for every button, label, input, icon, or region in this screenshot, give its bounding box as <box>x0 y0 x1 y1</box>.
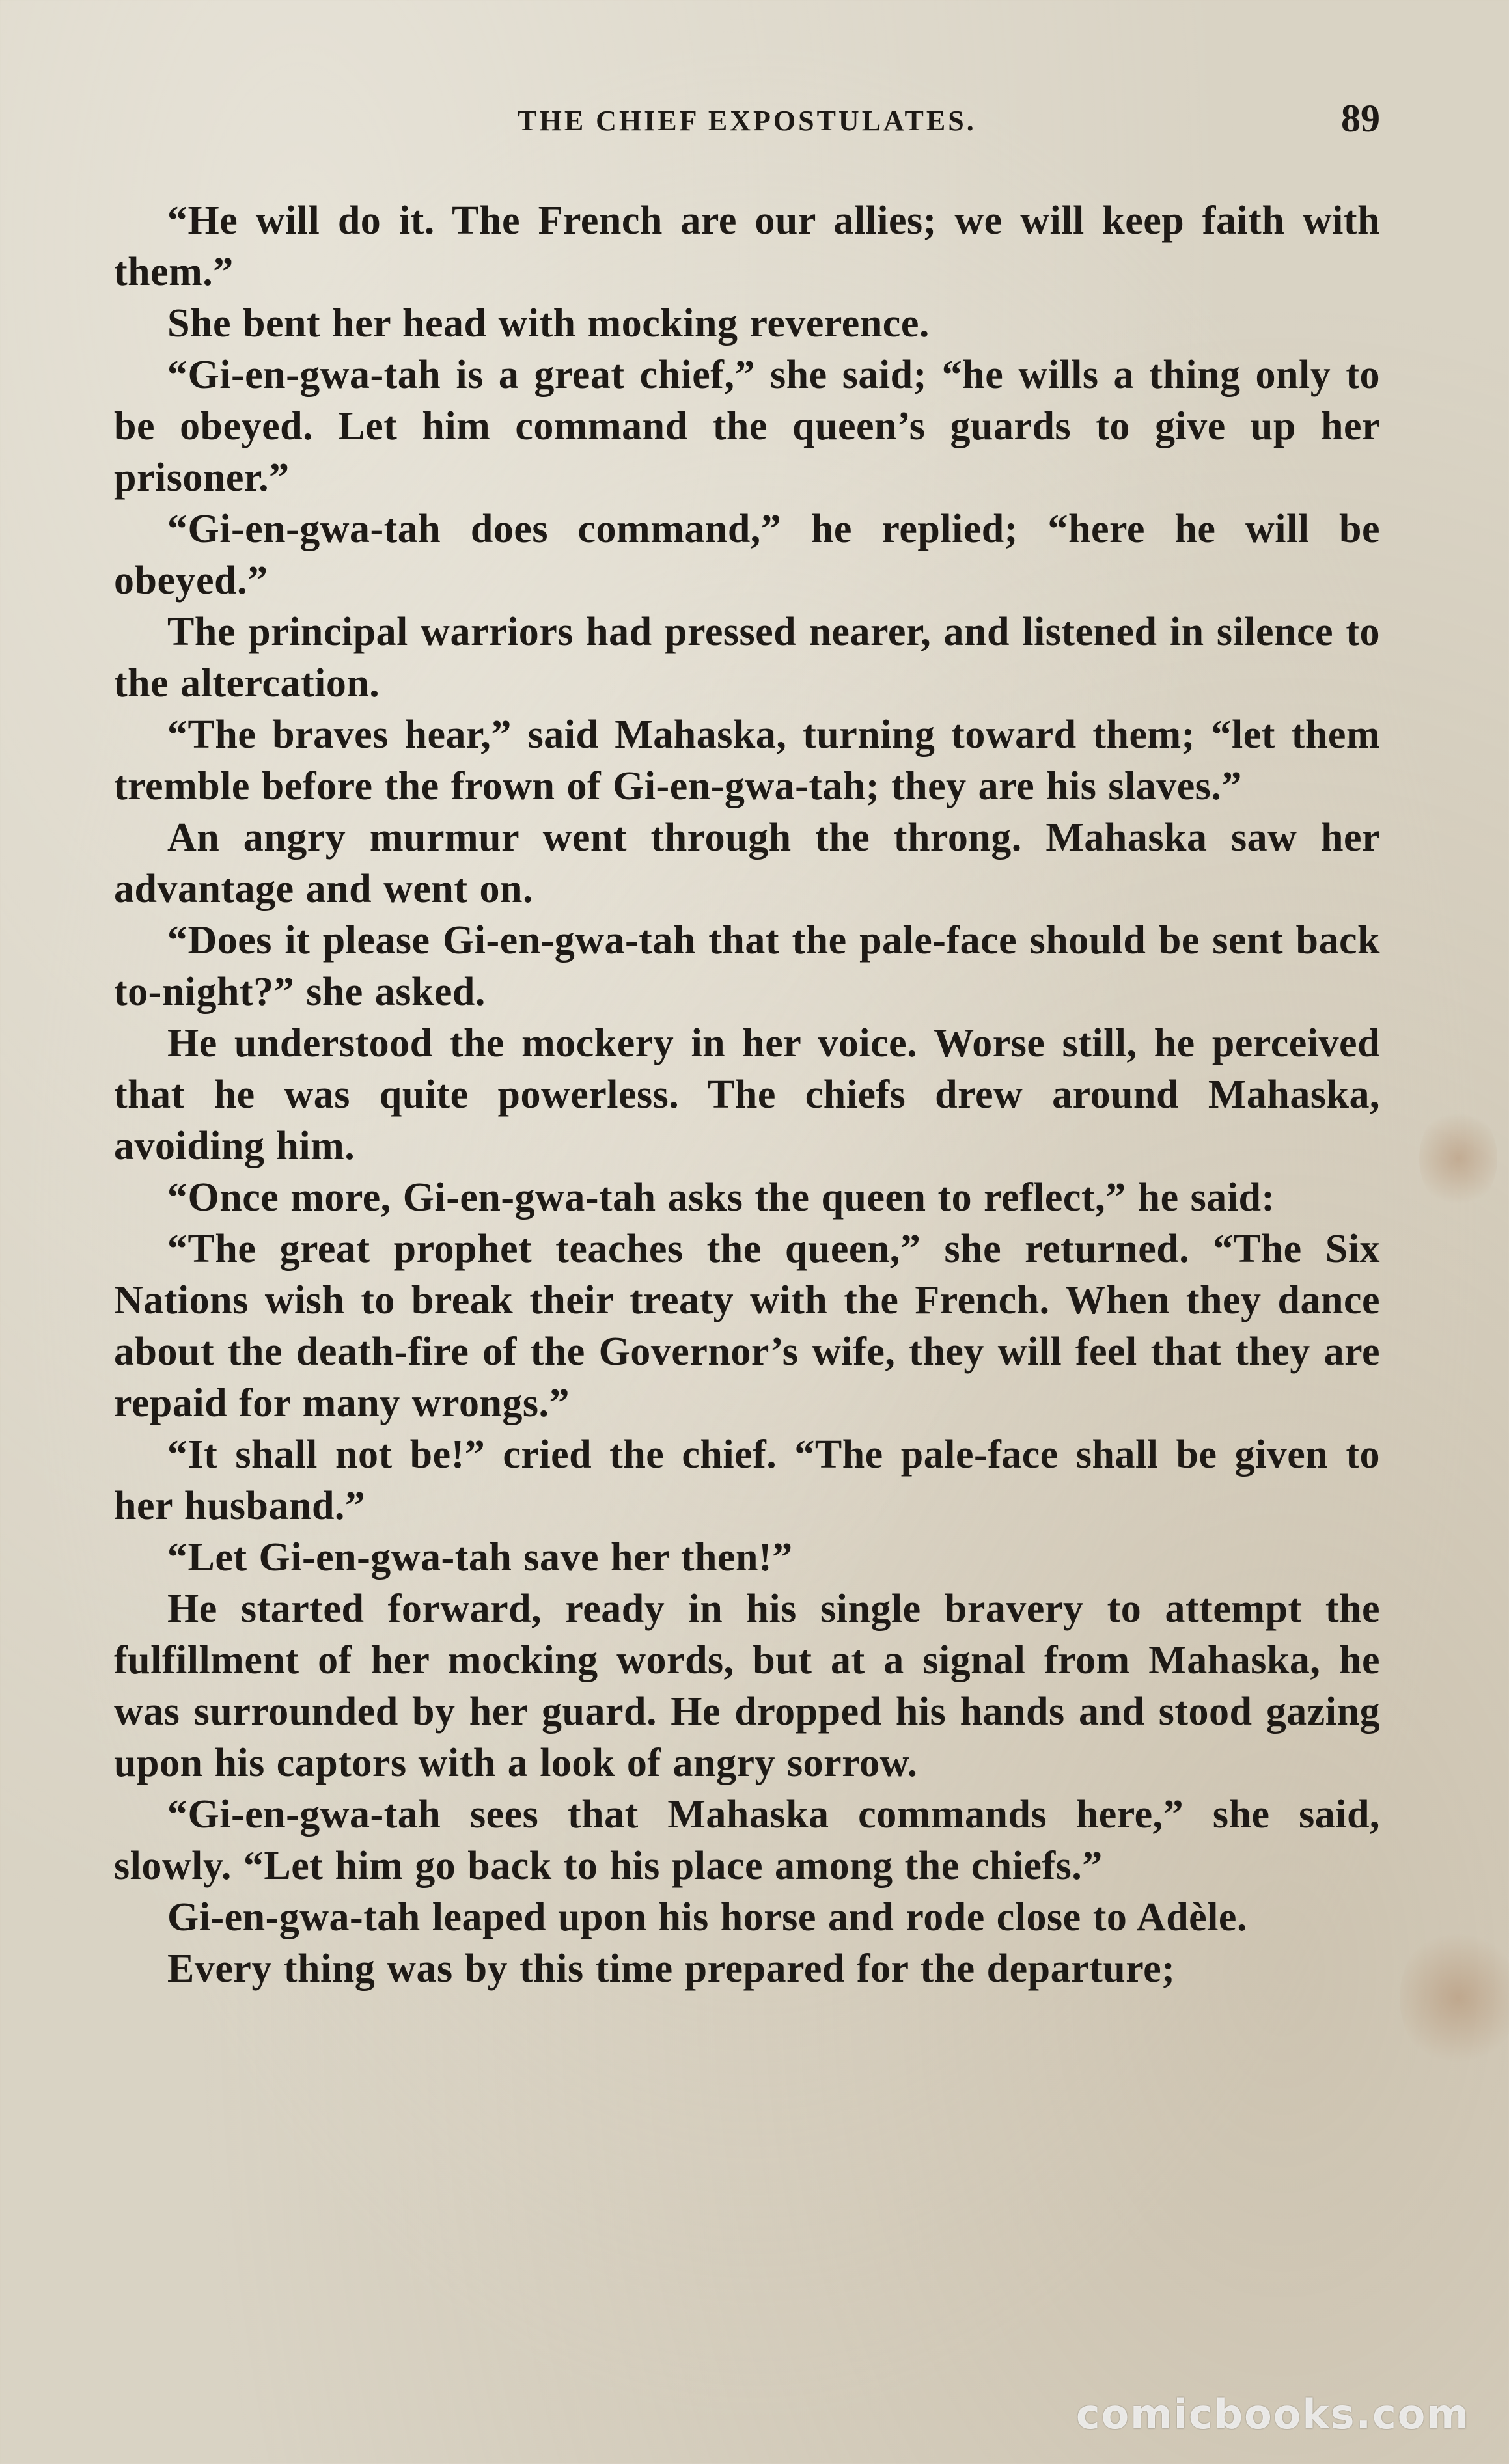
paragraph: “Does it please Gi-en-gwa-tah that the pale-face should be sent back to-night?” she asked. <box>114 918 1380 1014</box>
paragraph: She bent her head with mocking reverence. <box>167 301 930 346</box>
paragraph: “The braves hear,” said Mahaska, turning toward them; “let them tremble before the frown of Gi-en-gwa-tah; they are his slaves.” <box>114 713 1380 808</box>
site-watermark: comicbooks.com <box>1075 2390 1470 2438</box>
page-number: 89 <box>1341 97 1380 140</box>
running-head <box>114 91 1380 169</box>
foxing-stain <box>1419 1106 1497 1211</box>
paragraph: An angry murmur went through the throng. Mahaska saw her advantage and went on. <box>114 815 1380 911</box>
paragraph: The principal warriors had pressed nearer, and listened in silence to the altercation. <box>114 610 1380 705</box>
paragraph: “Gi-en-gwa-tah is a great chief,” she said; “he wills a thing only to be obeyed. Let him command the queen’s guards to give up her prisoner.” <box>114 353 1380 500</box>
paragraph: “Gi-en-gwa-tah does command,” he replied; “here he will be obeyed.” <box>114 507 1380 603</box>
paragraph: Every thing was by this time prepared for the departure; <box>167 1947 1176 1991</box>
paragraph: “It shall not be!” cried the chief. “The pale-face shall be given to her husband.” <box>114 1432 1380 1528</box>
paragraph: Gi-en-gwa-tah leaped upon his horse and rode close to Adèle. <box>167 1895 1247 1939</box>
paragraph: “The great prophet teaches the queen,” she returned. “The Six Nations wish to break their treaty with the French. When they dance about the death-fire of the Governor’s wife, they will feel that they are repaid for many wrongs.” <box>114 1227 1380 1425</box>
paragraph: “Gi-en-gwa-tah sees that Mahaska commands here,” she said, slowly. “Let him go back to his place among the chiefs.” <box>114 1792 1380 1888</box>
book-page <box>114 91 1380 2382</box>
foxing-stain <box>1400 1926 1509 2070</box>
paragraph: “Let Gi-en-gwa-tah save her then!” <box>167 1535 793 1580</box>
running-head-title: THE CHIEF EXPOSTULATES. <box>518 105 976 137</box>
body-text <box>114 195 1380 1995</box>
paragraph: “Once more, Gi-en-gwa-tah asks the queen to reflect,” he said: <box>167 1175 1275 1220</box>
paragraph: He started forward, ready in his single bravery to attempt the fulfillment of her mocking words, but at a signal from Mahaska, he was surrounded by her guard. He dropped his hands and stood gazing upon his captors with a look of angry sorrow. <box>114 1587 1380 1785</box>
paragraph: “He will do it. The French are our allies; we will keep faith with them.” <box>114 198 1380 294</box>
paragraph: He understood the mockery in her voice. Worse still, he perceived that he was quite powerless. The chiefs drew around Mahaska, avoiding him. <box>114 1021 1380 1168</box>
